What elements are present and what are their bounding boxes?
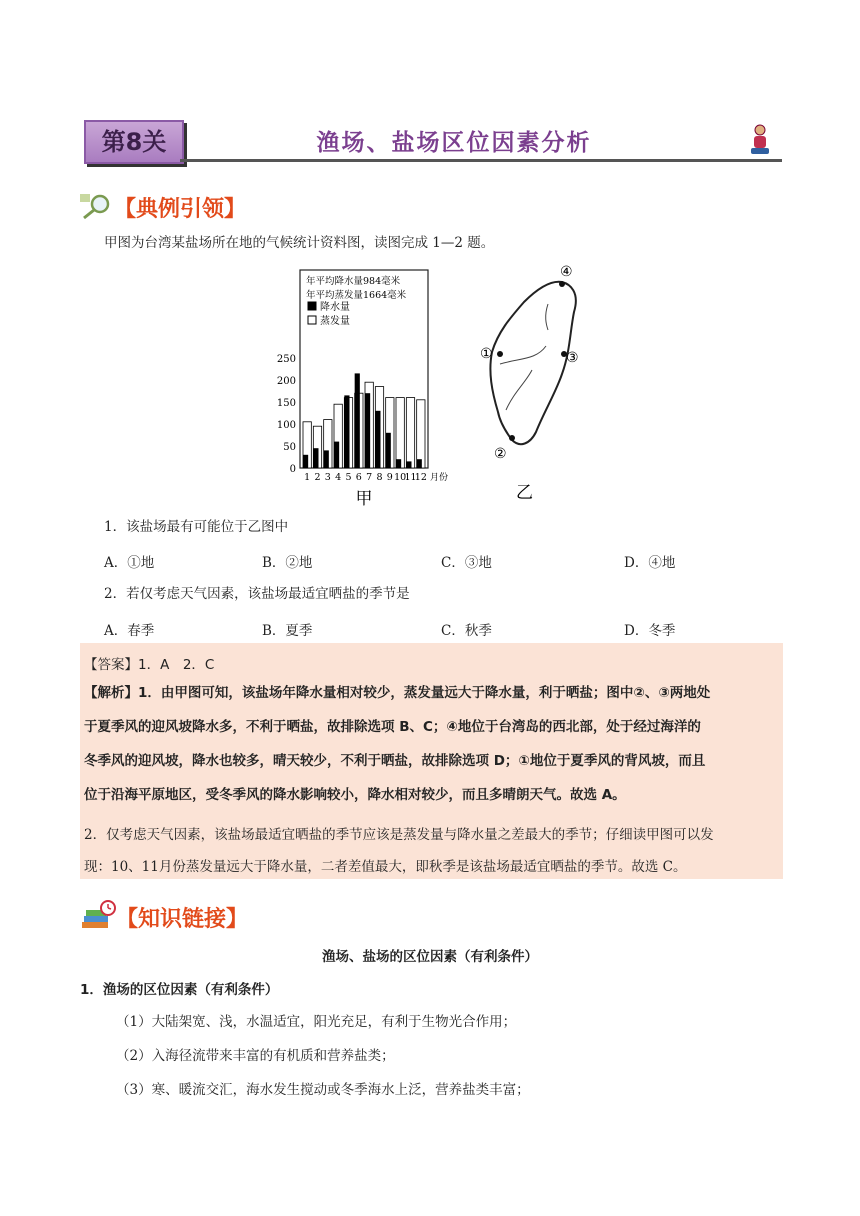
y-tick-label: 0 [289,464,296,475]
evaporation-bar [396,398,404,468]
section-knowledge-title: 【知识链接】 [116,907,249,932]
map-caption: 乙 [516,483,533,503]
section-example-header [80,190,280,224]
x-tick-label: 4 [335,472,342,483]
point-2-label: ② [494,446,507,462]
precipitation-bar [417,459,422,468]
precipitation-bar [344,395,349,468]
evaporation-bar [406,398,414,468]
x-tick-label: 1 [304,472,311,483]
q2-option-d: D．冬季 [624,623,676,639]
magnifier-icon [80,192,114,220]
intro-text: 甲图为台湾某盐场所在地的气候统计资料图，读图完成 1—2 题。 [104,235,495,251]
section-knowledge-header [80,898,300,936]
point-3-label: ③ [566,350,579,366]
fishery-factor-1: （1）大陆架宽、浅，水温适宜，阳光充足，有利于生物光合作用； [116,1014,517,1030]
evaporation-bar [417,400,425,468]
chart-annotation-1: 年平均降水量984毫米 [306,276,401,287]
analysis-block [84,676,784,812]
q2-option-b: B．夏季 [262,623,313,639]
analysis-line-2: 于夏季风的迎风坡降水多，不利于晒盐，故排除选项 B、C；④地位于台湾岛的西北部，处于经过海洋的 [84,719,701,735]
lesson-number-tag: 第8关 [84,120,184,164]
x-tick-label: 12 [414,472,427,483]
precipitation-bar [355,373,360,468]
legend-label-1: 降水量 [320,302,350,313]
legend-swatch-2 [308,316,316,324]
fishery-factor-2: （2）入海径流带来丰富的有机质和营养盐类； [116,1048,395,1064]
analysis-2-line-2: 现：10、11月份蒸发量远大于降水量，二者差值最大，即秋季是该盐场最适宜晒盐的季节。故选 C。 [84,859,687,875]
legend-label-2: 蒸发量 [320,316,350,327]
precipitation-bar [396,459,401,468]
taiwan-map [470,262,590,502]
lesson-title: 渔场、盐场区位因素分析 [316,130,592,156]
books-clock-icon [80,898,116,934]
y-tick-label: 250 [276,354,296,365]
x-tick-label: 11 [404,472,417,483]
precipitation-bar [303,455,308,468]
x-tick-label: 3 [324,472,331,483]
question-2-stem: 2．若仅考虑天气因素，该盐场最适宜晒盐的季节是 [104,586,410,602]
q1-option-c: C．③地 [441,555,492,571]
lesson-banner [84,118,782,166]
x-tick-label: 8 [376,472,383,483]
point-4-marker [559,281,565,287]
precipitation-bar [365,393,370,468]
y-tick-label: 100 [276,420,296,431]
river-2 [506,370,532,410]
x-tick-label: 10 [394,472,407,483]
precipitation-bar [386,433,391,468]
q1-option-a: A．①地 [104,555,155,571]
section-example-title: 【典例引领】 [114,197,247,222]
knowledge-title: 渔场、盐场的区位因素（有利条件） [322,949,538,965]
banner-rule [180,159,782,162]
x-axis-label: 月份 [430,473,449,483]
climate-chart [262,268,449,509]
x-tick-label: 6 [355,472,362,483]
q1-option-b: B．②地 [262,555,313,571]
precipitation-bar [375,411,380,468]
reading-person-icon [748,124,772,156]
precipitation-bar [334,442,339,468]
analysis-2-block [84,819,784,883]
precipitation-bar [324,450,329,468]
river-3 [546,304,548,330]
x-tick-label: 5 [345,472,352,483]
legend-swatch-1 [308,302,316,310]
x-tick-label: 2 [314,472,321,483]
precipitation-bar [406,461,411,468]
river-1 [500,346,546,364]
fishery-factors-heading: 1．渔场的区位因素（有利条件） [80,982,279,998]
x-tick-label: 7 [366,472,373,483]
answer-line: 【答案】1．A 2．C [84,657,215,673]
analysis-line-3: 冬季风的迎风坡，降水也较多，晴天较少，不利于晒盐，故排除选项 D；①地位于夏季风的背风坡，而且 [84,753,706,769]
point-1-label: ① [480,346,493,362]
q2-option-c: C．秋季 [441,623,492,639]
analysis-line-4: 位于沿海平原地区，受冬季风的降水影响较小，降水相对较少，而且多晴朗天气。故选 A。 [84,787,626,803]
q1-option-d: D．④地 [624,555,676,571]
analysis-line-1: 【解析】1．由甲图可知，该盐场年降水量相对较少，蒸发量远大于降水量，利于晒盐；图中②、③两地处 [84,685,711,701]
y-tick-label: 150 [276,398,296,409]
fishery-factor-3: （3）寒、暖流交汇，海水发生搅动或冬季海水上泛，营养盐类丰富； [116,1082,530,1098]
y-tick-label: 200 [276,376,296,387]
chart-annotation-2: 年平均蒸发量1664毫米 [306,290,407,301]
chart-caption: 甲 [355,489,373,509]
y-tick-label: 50 [283,442,296,453]
question-1-stem: 1．该盐场最有可能位于乙图中 [104,519,289,535]
point-1-marker [497,351,503,357]
x-tick-label: 9 [386,472,393,483]
precipitation-bar [313,448,318,468]
point-2-marker [509,435,515,441]
q2-option-a: A．春季 [104,623,155,639]
analysis-2-line-1: 2．仅考虑天气因素，该盐场最适宜晒盐的季节应该是蒸发量与降水量之差最大的季节；仔细读甲图可以发 [84,827,714,843]
point-4-label: ④ [560,264,573,280]
